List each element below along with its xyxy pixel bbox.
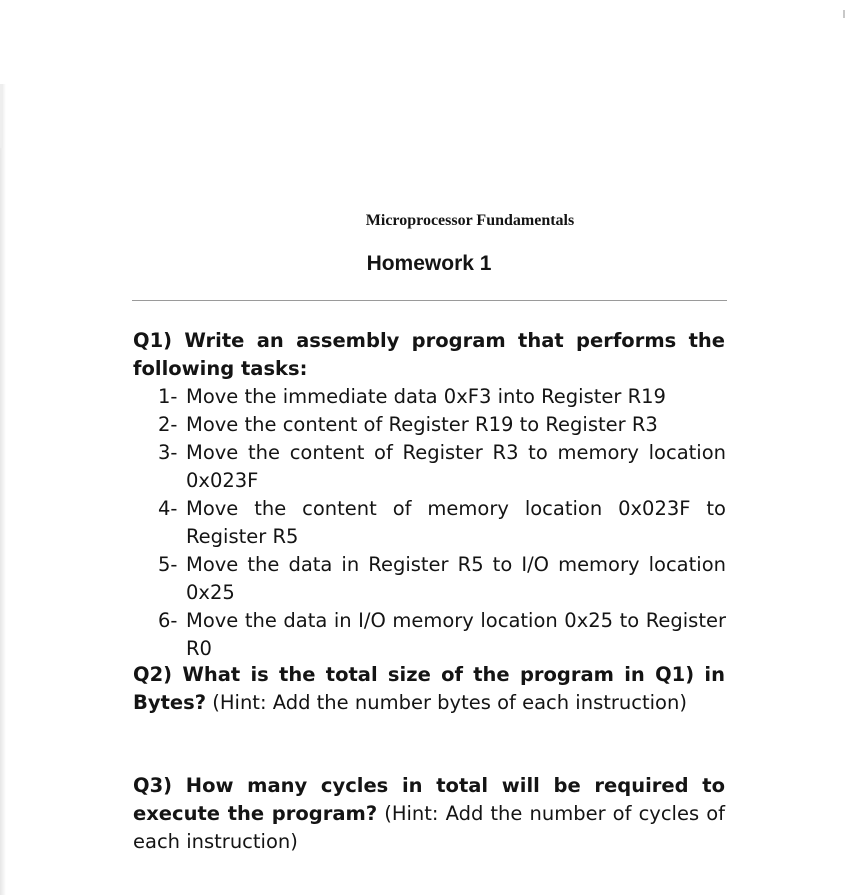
- question-3-text: Q3) How many cycles in total will be required to execute the program?: [133, 774, 725, 825]
- task-text: Move the content of Register R19 to Register R3: [186, 413, 658, 436]
- question-3: [133, 772, 725, 856]
- page-left-edge: [0, 84, 6, 895]
- page-left-edge-highlight: [0, 84, 3, 148]
- task-number: 1-: [158, 385, 178, 408]
- task-item: [158, 495, 726, 551]
- task-text: Move the content of Register R3 to memory location 0x023F: [186, 441, 726, 492]
- task-number: 2-: [158, 413, 178, 436]
- task-number: 5-: [158, 553, 178, 576]
- task-text: Move the content of memory location 0x023F to Register R5: [186, 497, 726, 548]
- task-text: Move the immediate data 0xF3 into Register R19: [186, 385, 666, 408]
- question-3-hint: (Hint: Add the number of cycles of each instruction): [133, 802, 725, 853]
- task-item: [158, 383, 726, 411]
- task-text: Move the data in I/O memory location 0x25 to Register R0: [186, 609, 726, 660]
- course-title: Microprocessor Fundamentals: [365, 212, 575, 229]
- question-2: [133, 661, 725, 717]
- question-1: Q1) Write an assembly program that performs the following tasks:: [133, 329, 725, 380]
- task-number: 4-: [158, 497, 178, 520]
- task-item: [158, 439, 726, 495]
- task-item: [158, 551, 726, 607]
- page-top-margin: [0, 0, 847, 84]
- task-item: [158, 607, 726, 663]
- task-number: 3-: [158, 441, 178, 464]
- page-edge-mark: [843, 10, 845, 18]
- task-item: [158, 411, 726, 439]
- title-divider: [132, 300, 727, 301]
- task-list: [158, 383, 726, 663]
- homework-title: Homework 1: [366, 252, 492, 275]
- question-2-text: Q2) What is the total size of the program in Q1) in Bytes?: [133, 663, 725, 714]
- task-number: 6-: [158, 609, 178, 632]
- task-text: Move the data in Register R5 to I/O memory location 0x25: [186, 553, 726, 604]
- question-2-hint: (Hint: Add the number bytes of each instruction): [212, 691, 687, 714]
